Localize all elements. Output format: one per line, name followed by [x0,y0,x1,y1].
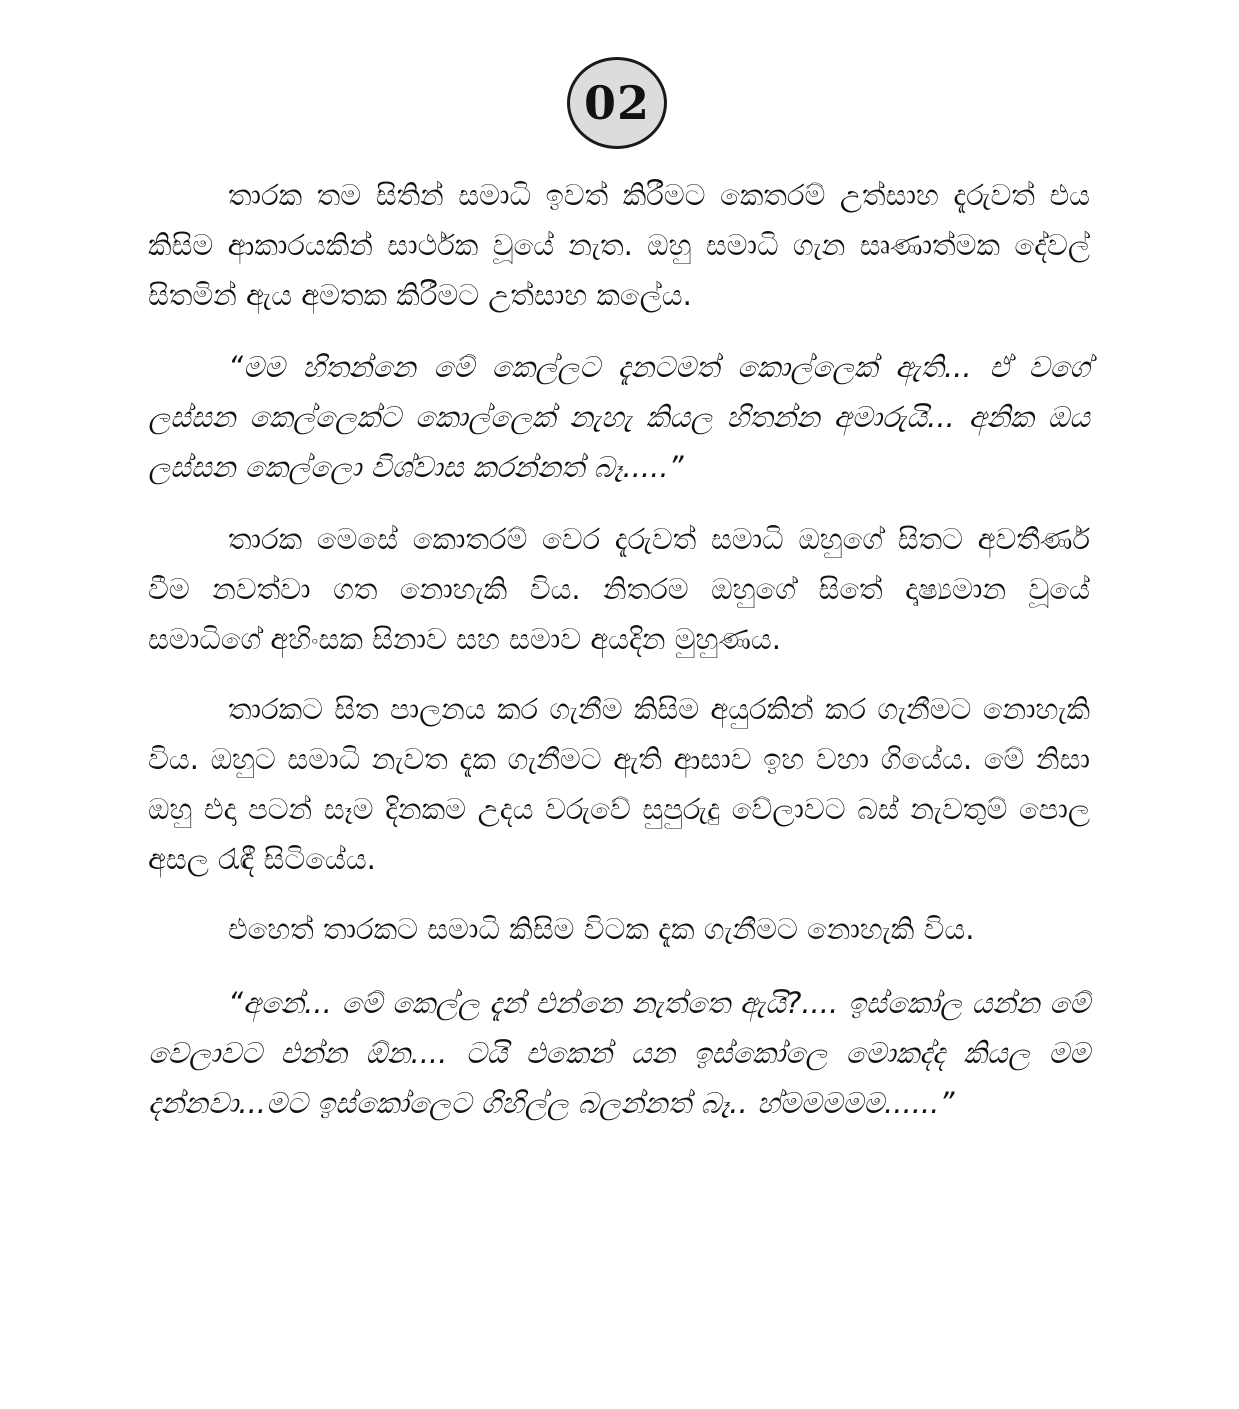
paragraph-dialogue: “අනේ... මේ කෙල්ල දැන් එන්නෙ නැත්තෙ ඇයි?.... ඉස්කෝල යන්න මේ වෙලාවට එන්න ඕන.... ටයි එකෙන් යන ඉස්කෝලෙ මොකද්ද කියල මම දන්නවා...මට ඉස්කෝලෙට ගිහිල්ල බලන්නත් බෑ.. හ්මමමමම......” [148,986,1090,1120]
paragraph-narration: තාරකට සිත පාලනය කර ගැනීම කිසිම අයුරකින් කර ගැනීමට නොහැකි විය. ඔහුට සමාධි නැවත දැක ගැනීමට ඇති ආසාව ඉහ වහා ගියේය. මේ නිසා ඔහු එදා පටන් සෑම දිනකම උදය වරුවේ සුපුරුදු වේලාවට බස් නැවතුම් පොල අසල රැඳී සිටියේය. [148,692,1090,876]
chapter-number-badge [567,57,667,149]
paragraph-narration: එහෙත් තාරකට සමාධි කිසිම විටක දැක ගැනීමට නොහැකි විය. [228,912,975,946]
chapter-number: 02 [583,76,650,130]
paragraph-narration: තාරක මෙසේ කොතරම් වෙර දැරුවත් සමාධි ඔහුගේ සිතට අවතීර්ණ වීම නවත්වා ගත නොහැකි විය. නිතරම ඔහුගේ සිතේ දෘෂ්‍යමාන වූයේ සමාධිගේ අහිංසක සිනාව සහ සමාව අයදින මුහුණය. [148,522,1090,656]
paragraph-dialogue: “මම හිතන්නෙ මේ කෙල්ලට දැනටමත් කොල්ලෙක් ඇති... ඒ වගේ ලස්සන කෙල්ලෙක්ට කොල්ලෙක් නැහැ කියල හිතන්න අමාරුයි... අනික ඔය ලස්සන කෙල්ලො විශ්වාස කරන්නත් බෑ.....” [148,350,1090,484]
paragraph-narration: තාරක තම සිතින් සමාධි ඉවත් කිරීමට කෙතරම් උත්සාහ දැරුවත් එය කිසිම ආකාරයකින් සාර්ථක වූයේ නැත. ඔහු සමාධි ගැන සෘණාත්මක දේවල් සිතමින් ඇය අමතක කිරීමට උත්සාහ කලේය. [148,178,1090,312]
story-body [148,170,1090,1147]
